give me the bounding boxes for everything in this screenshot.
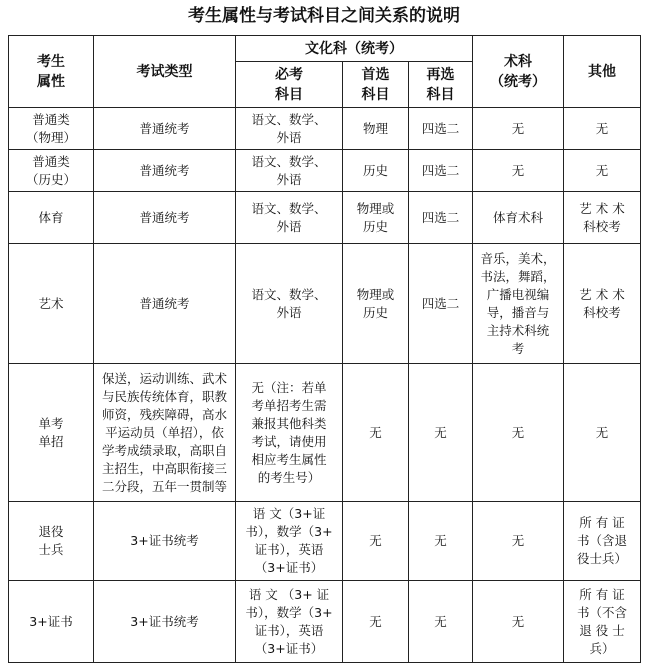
- cell-first: 物理或 历史: [343, 192, 409, 244]
- cell-second: 无: [409, 502, 473, 581]
- cell-second: 四选二: [409, 108, 473, 150]
- cell-second: 无: [409, 581, 473, 663]
- cell-required: 语文、数学、 外语: [236, 192, 343, 244]
- cell-second: 四选二: [409, 244, 473, 364]
- cell-attr: 普通类 （历史）: [9, 150, 94, 192]
- cell-first: 无: [343, 581, 409, 663]
- cell-other: 无: [564, 108, 641, 150]
- cell-attr: 体育: [9, 192, 94, 244]
- header-arts: 术科 （统考）: [473, 36, 564, 108]
- cell-exam-type: 普通统考: [94, 108, 236, 150]
- cell-other: 艺 术 术 科校考: [564, 244, 641, 364]
- cell-arts: 无: [473, 150, 564, 192]
- header-required: 必考 科目: [236, 62, 343, 108]
- cell-required: 语 文 （3+ 证 书），数学（3+ 证书），英语 （3+证书）: [236, 581, 343, 663]
- header-culture: 文化科（统考）: [236, 36, 473, 62]
- cell-attr: 普通类 （物理）: [9, 108, 94, 150]
- header-first-choice: 首选 科目: [343, 62, 409, 108]
- cell-arts: 无: [473, 364, 564, 502]
- cell-arts: 无: [473, 502, 564, 581]
- header-other: 其他: [564, 36, 641, 108]
- cell-exam-type: 普通统考: [94, 150, 236, 192]
- cell-required: 语 文（3+证 书），数学（3+ 证书），英语 （3+证书）: [236, 502, 343, 581]
- cell-second: 无: [409, 364, 473, 502]
- cell-required: 语文、数学、 外语: [236, 244, 343, 364]
- header-exam-type: 考试类型: [94, 36, 236, 108]
- cell-exam-type: 3+证书统考: [94, 581, 236, 663]
- cell-arts: 音乐，美术， 书法，舞蹈， 广播电视编 导，播音与 主持术科统 考: [473, 244, 564, 364]
- cell-first: 无: [343, 364, 409, 502]
- cell-attr: 单考 单招: [9, 364, 94, 502]
- cell-second: 四选二: [409, 192, 473, 244]
- table-row: [9, 502, 641, 581]
- cell-first: 无: [343, 502, 409, 581]
- table-row: [9, 244, 641, 364]
- cell-other: 所 有 证 书（含退 役士兵）: [564, 502, 641, 581]
- subject-relation-table: [8, 35, 641, 663]
- cell-exam-type: 3+证书统考: [94, 502, 236, 581]
- document-title: 考生属性与考试科目之间关系的说明: [188, 6, 460, 26]
- header-row-1: [9, 36, 641, 62]
- header-attr: 考生 属性: [9, 36, 94, 108]
- cell-other: 无: [564, 150, 641, 192]
- cell-first: 历史: [343, 150, 409, 192]
- table-row: [9, 150, 641, 192]
- table-row: [9, 192, 641, 244]
- cell-attr: 3+证书: [9, 581, 94, 663]
- cell-exam-type: 普通统考: [94, 192, 236, 244]
- table-row: [9, 108, 641, 150]
- cell-required: 语文、数学、 外语: [236, 150, 343, 192]
- cell-first: 物理: [343, 108, 409, 150]
- cell-arts: 无: [473, 108, 564, 150]
- header-second-choice: 再选 科目: [409, 62, 473, 108]
- table-row: [9, 364, 641, 502]
- table-row: [9, 581, 641, 663]
- cell-required: 语文、数学、 外语: [236, 108, 343, 150]
- cell-arts: 体育术科: [473, 192, 564, 244]
- cell-required: 无（注：若单 考单招考生需 兼报其他科类 考试，请使用 相应考生属性 的考生号）: [236, 364, 343, 502]
- cell-other: 所 有 证 书（不含 退 役 士 兵）: [564, 581, 641, 663]
- cell-exam-type: 普通统考: [94, 244, 236, 364]
- cell-other: 艺 术 术 科校考: [564, 192, 641, 244]
- cell-attr: 退役 士兵: [9, 502, 94, 581]
- cell-attr: 艺术: [9, 244, 94, 364]
- cell-arts: 无: [473, 581, 564, 663]
- cell-first: 物理或 历史: [343, 244, 409, 364]
- cell-exam-type: 保送，运动训练、武术 与民族传统体育，职教 师资，残疾障碍，高水 平运动员（单招），依 学考成绩录取，高职自 主招生，中高职衔接三 二分段，五年一贯制等: [94, 364, 236, 502]
- cell-other: 无: [564, 364, 641, 502]
- cell-second: 四选二: [409, 150, 473, 192]
